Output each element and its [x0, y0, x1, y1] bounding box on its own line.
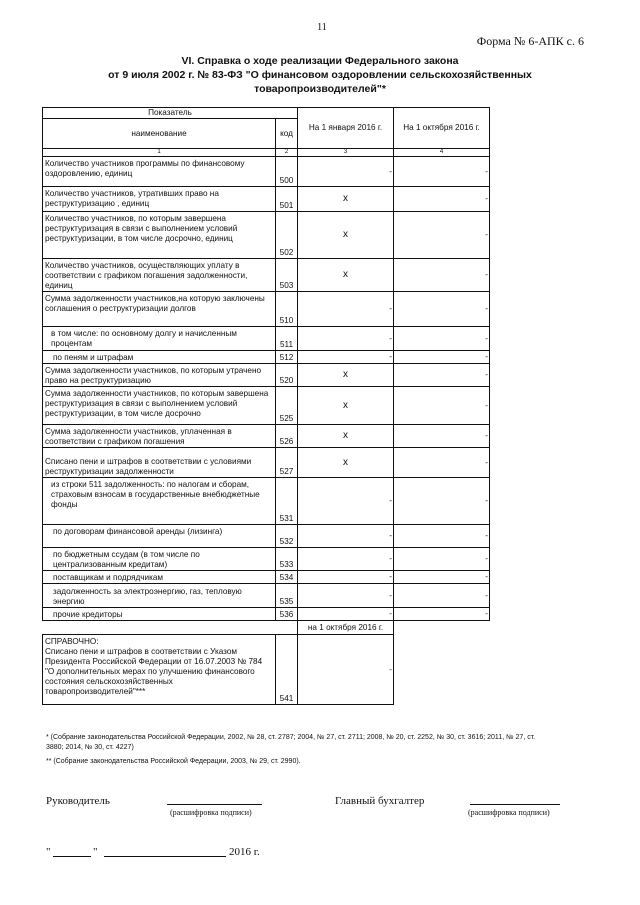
row-oct: -	[394, 425, 490, 448]
table-row	[43, 571, 490, 584]
reference-name: Списано пени и штрафов в соответствии с Указом Президента Российской Федерации от 16.07.2003 № 784 "О дополнительных мерах по улучшению финансового состояния сельскохозяйственных товаропроизводителей"***	[45, 647, 263, 696]
head-signature-label: Руководитель	[46, 795, 110, 807]
table-row	[43, 327, 490, 351]
row-code: 535	[276, 584, 298, 608]
row-jan: -	[298, 292, 394, 327]
row-name: задолженность за электроэнергию, газ, тепловую энергию	[43, 584, 276, 608]
row-code: 501	[276, 187, 298, 212]
table-row	[43, 448, 490, 478]
row-oct: -	[394, 608, 490, 621]
table-row	[43, 351, 490, 364]
col-number-1: 1	[43, 149, 276, 157]
row-code: 536	[276, 608, 298, 621]
row-code: 527	[276, 448, 298, 478]
reference-label: СПРАВОЧНО:	[45, 637, 99, 646]
head-signature-line	[167, 804, 262, 805]
row-name: по бюджетным ссудам (в том числе по централизованным кредитам)	[43, 548, 276, 571]
date-year: 2016 г.	[229, 846, 260, 858]
section-title	[60, 54, 580, 96]
title-line-1: VI. Справка о ходе реализации Федерального закона	[181, 55, 459, 67]
table-row	[43, 525, 490, 548]
row-code: 511	[276, 327, 298, 351]
row-name: Списано пени и штрафов в соответствии с условиями реструктуризации задолженности	[43, 448, 276, 478]
col-number-2: 2	[276, 149, 298, 157]
row-jan: x	[298, 425, 394, 448]
report-table	[42, 107, 490, 705]
row-name: прочие кредиторы	[43, 608, 276, 621]
footnote-2: ** (Собрание законодательства Российской Федерации, 2003, № 29, ст. 2990).	[46, 758, 301, 765]
row-name: по договорам финансовой аренды (лизинга)	[43, 525, 276, 548]
row-code: 520	[276, 364, 298, 387]
indicator-header: Показатель	[43, 108, 298, 119]
row-oct: -	[394, 327, 490, 351]
row-jan: x	[298, 448, 394, 478]
table-row	[43, 259, 490, 292]
row-jan: x	[298, 364, 394, 387]
row-oct: -	[394, 212, 490, 259]
reference-col-header: на 1 октября 2016 г.	[298, 621, 394, 635]
table-row	[43, 187, 490, 212]
row-name: Сумма задолженности участников,на которую заключены соглашения о реструктуризации долгов	[43, 292, 276, 327]
row-name: Количество участников программы по финансовому оздоровлению, единиц	[43, 157, 276, 187]
head-signature-decode: (расшифровка подписи)	[170, 808, 252, 817]
table-row	[43, 157, 490, 187]
row-oct: -	[394, 478, 490, 525]
date-month-line	[104, 856, 226, 857]
table-row	[43, 478, 490, 525]
table-row	[43, 425, 490, 448]
row-oct: -	[394, 584, 490, 608]
accountant-signature-decode: (расшифровка подписи)	[468, 808, 550, 817]
row-code: 532	[276, 525, 298, 548]
row-code: 510	[276, 292, 298, 327]
row-jan: x	[298, 212, 394, 259]
date-quote-open: "	[46, 846, 51, 858]
row-code: 526	[276, 425, 298, 448]
row-name: Количество участников, по которым завершена реструктуризация в связи с выполнением условий реструктуризации, в том числе досрочно, единиц	[43, 212, 276, 259]
col-number-4: 4	[394, 149, 490, 157]
row-jan: -	[298, 608, 394, 621]
row-code: 525	[276, 387, 298, 425]
row-name: Сумма задолженности участников, по которым утрачено право на реструктуризацию	[43, 364, 276, 387]
table-row	[43, 292, 490, 327]
row-name: Количество участников, утративших право на реструктуризацию , единиц	[43, 187, 276, 212]
row-code: 502	[276, 212, 298, 259]
row-oct: -	[394, 448, 490, 478]
row-oct: -	[394, 548, 490, 571]
row-jan: x	[298, 387, 394, 425]
row-name: из строки 511 задолженность: по налогам и сборам, страховым взносам в государственные внебюджетные фонды	[43, 478, 276, 525]
name-header: наименование	[43, 119, 276, 149]
row-jan: x	[298, 187, 394, 212]
accountant-signature-label: Главный бухгалтер	[335, 795, 425, 807]
row-name: Сумма задолженности участников, уплаченная в соответствии с графиком погашения	[43, 425, 276, 448]
table-row	[43, 364, 490, 387]
date-quote-close: "	[93, 846, 98, 858]
row-jan: -	[298, 351, 394, 364]
row-code: 534	[276, 571, 298, 584]
table-row	[43, 608, 490, 621]
row-name: по пеням и штрафам	[43, 351, 276, 364]
table-row	[43, 212, 490, 259]
row-name: поставщикам и подрядчикам	[43, 571, 276, 584]
reference-row	[43, 635, 490, 705]
title-line-3: товаропроизводителей"*	[254, 83, 386, 95]
row-oct: -	[394, 292, 490, 327]
row-name: в том числе: по основному долгу и начисленным процентам	[43, 327, 276, 351]
accountant-signature-line	[470, 804, 560, 805]
row-jan: -	[298, 478, 394, 525]
table-row	[43, 548, 490, 571]
row-jan: x	[298, 259, 394, 292]
row-oct: -	[394, 351, 490, 364]
footnote-1: * (Собрание законодательства Российской Федерации, 2002, № 28, ст. 2787; 2004, № 27, ст. 2711; 2008, № 20, ст. 2252, № 30, ст. 3616; 2011, № 27, ст. 3880; 2014, № 30, ст. 4227)	[46, 734, 536, 751]
reference-code: 541	[276, 635, 298, 705]
row-oct: -	[394, 259, 490, 292]
row-oct: -	[394, 157, 490, 187]
row-code: 512	[276, 351, 298, 364]
table-row	[43, 584, 490, 608]
row-jan: -	[298, 584, 394, 608]
table-row	[43, 387, 490, 425]
date-day-line	[53, 856, 91, 857]
row-jan: -	[298, 571, 394, 584]
row-jan: -	[298, 548, 394, 571]
row-code: 503	[276, 259, 298, 292]
row-oct: -	[394, 525, 490, 548]
row-code: 500	[276, 157, 298, 187]
col-jan-header: На 1 января 2016 г.	[298, 108, 394, 149]
page-number: 11	[317, 22, 327, 33]
row-jan: -	[298, 327, 394, 351]
title-line-2: от 9 июля 2002 г. № 83-ФЗ "О финансовом оздоровлении сельскохозяйственных	[108, 69, 532, 81]
row-oct: -	[394, 187, 490, 212]
row-jan: -	[298, 525, 394, 548]
row-oct: -	[394, 571, 490, 584]
row-jan: -	[298, 157, 394, 187]
reference-value: -	[298, 635, 394, 705]
row-code: 531	[276, 478, 298, 525]
form-id: Форма № 6-АПК с. 6	[476, 34, 584, 48]
row-name: Количество участников, осуществляющих уплату в соответствии с графиком погашения задолженности, единиц	[43, 259, 276, 292]
row-code: 533	[276, 548, 298, 571]
row-oct: -	[394, 364, 490, 387]
col-oct-header: На 1 октября 2016 г.	[394, 108, 490, 149]
row-name: Сумма задолженности участников, по которым завершена реструктуризация в связи с выполнением условий реструктуризации, в том числе досрочно	[43, 387, 276, 425]
code-header: код	[276, 119, 298, 149]
col-number-3: 3	[298, 149, 394, 157]
reference-text	[43, 635, 276, 705]
row-oct: -	[394, 387, 490, 425]
